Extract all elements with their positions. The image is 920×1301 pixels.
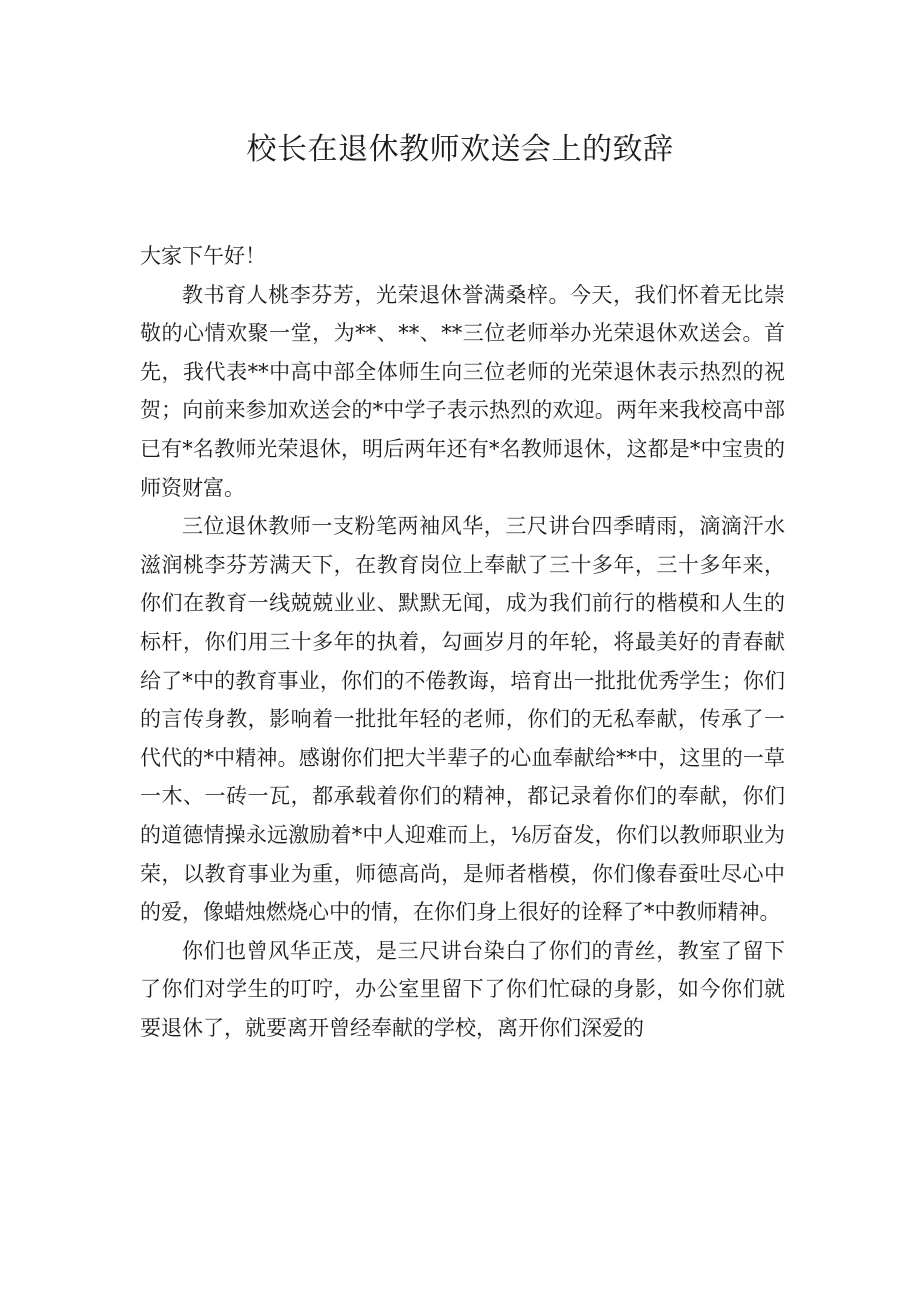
greeting-line: 大家下午好！ <box>140 244 266 268</box>
paragraph-2: 三位退休教师一支粉笔两袖风华，三尺讲台四季晴雨，滴滴汗水滋润桃李芬芳满天下，在教育岗位上奉献了三十多年，三十多年来，你们在教育一线兢兢业业、默默无闻，成为我们前行的楷模和人生的标杆，你们用三十多年的执着，勾画岁月的年轮，将最美好的青春献给了*中的教育事业，你们的不倦教诲，培育出一批批优秀学生；你们的言传身教，影响着一批批年轻的老师，你们的无私奉献，传承了一代代的*中精神。感谢你们把大半辈子的心血奉献给**中，这里的一草一木、一砖一瓦，都承载着你们的精神，都记录着你们的奉献，你们的道德情操永远激励着*中人迎难而上，⅛厉奋发，你们以教师职业为荣，以教育事业为重，师德高尚，是师者楷模，你们像春蚕吐尽心中的爱，像蜡烛燃烧心中的情，在你们身上很好的诠释了*中教师精神。 <box>140 514 785 925</box>
document-title: 校长在退休教师欢送会上的致辞 <box>246 132 674 167</box>
document-body <box>140 237 785 1047</box>
paragraph-3: 你们也曾风华正茂，是三尺讲台染白了你们的青丝，教室了留下了你们对学生的叮咛，办公室里留下了你们忙碌的身影，如今你们就要退休了，就要离开曾经奉献的学校，离开你们深爱的 <box>140 938 785 1040</box>
paragraph-1: 教书育人桃李芬芳，光荣退休誉满桑梓。今天，我们怀着无比崇敬的心情欢聚一堂，为**、**、**三位老师举办光荣退休欢送会。首先，我代表**中高中部全体师生向三位老师的光荣退休表示热烈的祝贺；向前来参加欢送会的*中学子表示热烈的欢迎。两年来我校高中部已有*名教师光荣退休，明后两年还有*名教师退休，这都是*中宝贵的师资财富。 <box>140 282 785 500</box>
